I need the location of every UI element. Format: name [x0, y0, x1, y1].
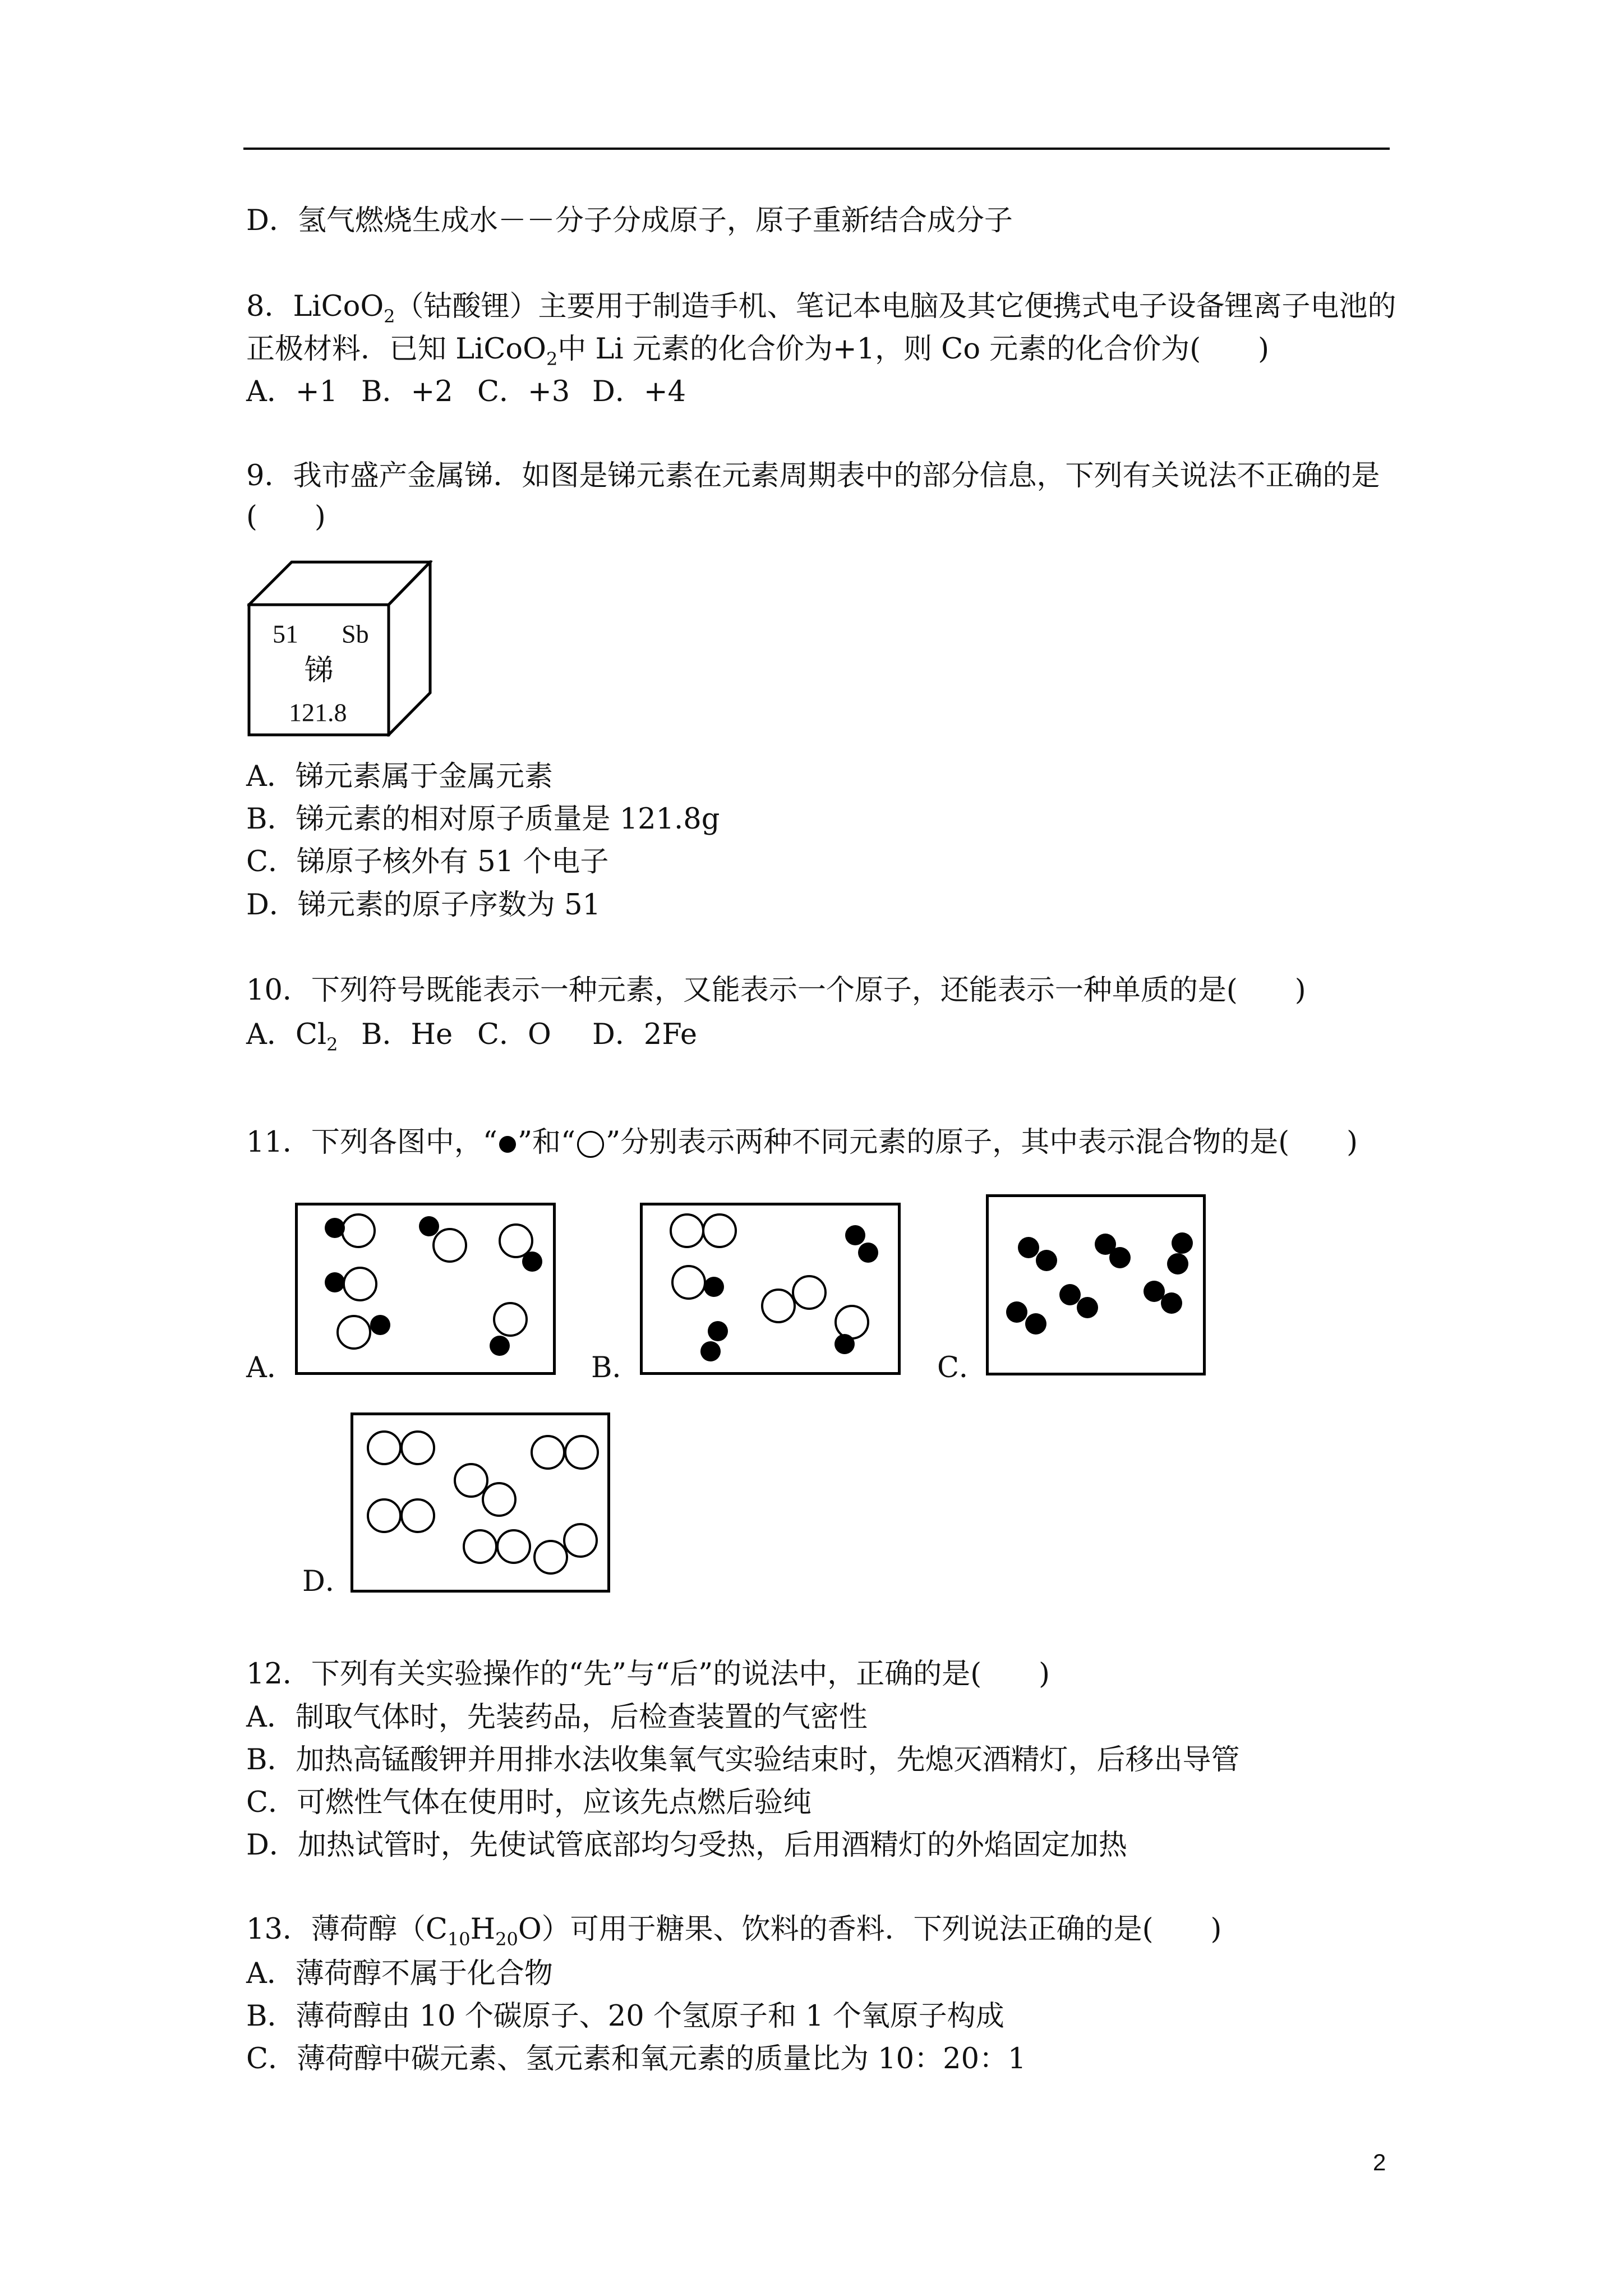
- q9-answer-blank: ( ): [246, 500, 326, 533]
- filled-atom: [858, 1243, 878, 1263]
- molecule: [368, 1432, 434, 1464]
- open-atom: [500, 1225, 532, 1257]
- molecule: [368, 1499, 434, 1532]
- molecule: [845, 1225, 878, 1263]
- element-symbol: Sb: [342, 619, 369, 648]
- open-atom: [434, 1229, 466, 1262]
- q11-stem-text: ”和“: [517, 1126, 576, 1159]
- atomic-mass: 121.8: [289, 698, 347, 727]
- molecule: [1144, 1281, 1182, 1314]
- open-atom: [344, 1268, 376, 1300]
- q11-diagram-c: [986, 1194, 1206, 1375]
- q12-option-c: C．可燃性气体在使用时，应该先点燃后验纯: [246, 1786, 812, 1819]
- filled-atom: [1006, 1301, 1027, 1323]
- open-atom: [671, 1214, 703, 1247]
- molecule: [500, 1225, 542, 1272]
- filled-atom: [325, 1218, 345, 1238]
- filled-atom: [370, 1315, 390, 1335]
- molecule: [464, 1530, 530, 1563]
- q13-stem-text: 13．薄荷醇（C: [246, 1913, 448, 1946]
- filled-atom: [1161, 1292, 1182, 1314]
- filled-atom: [1036, 1250, 1057, 1271]
- q10-option-c: C．O: [477, 1018, 551, 1051]
- q10-option-text: A．Cl: [246, 1018, 327, 1051]
- molecule: [671, 1214, 736, 1247]
- q12-option-b: B．加热高锰酸钾并用排水法收集氧气实验结束时，先熄灭酒精灯，后移出导管: [246, 1743, 1240, 1777]
- cube-side-face: [389, 562, 430, 735]
- open-atom: [402, 1432, 434, 1464]
- q13-stem-text: H: [470, 1913, 496, 1946]
- atomic-number: 51: [273, 619, 298, 648]
- molecule: [1167, 1232, 1193, 1274]
- molecule: [419, 1216, 466, 1262]
- filled-atom: [490, 1336, 510, 1356]
- q12-option-d: D．加热试管时，先使试管底部均匀受热，后用酒精灯的外焰固定加热: [246, 1829, 1127, 1862]
- q11-diagram-d: [351, 1412, 610, 1593]
- q8-option-a: A．+1: [246, 375, 338, 408]
- molecule: [532, 1436, 598, 1469]
- filled-atom: [708, 1321, 728, 1341]
- q8-option-c: C．+3: [477, 375, 570, 408]
- open-atom: [464, 1530, 496, 1563]
- element-name: 锑: [304, 655, 334, 687]
- q12-stem: 12．下列有关实验操作的“先”与“后”的说法中，正确的是( ): [246, 1658, 1050, 1691]
- filled-atom: [845, 1225, 865, 1245]
- filled-atom: [1109, 1247, 1131, 1268]
- filled-atom: [1018, 1237, 1039, 1258]
- open-atom: [534, 1541, 567, 1573]
- q11-stem-text: 11．下列各图中，“: [246, 1126, 497, 1159]
- open-atom: [368, 1432, 400, 1464]
- q11-label-d: D．: [302, 1565, 354, 1598]
- molecule: [325, 1268, 376, 1300]
- q13-stem: [246, 1913, 1222, 1950]
- filled-atom: [1059, 1284, 1081, 1305]
- open-atom: [564, 1524, 597, 1557]
- filled-atom: [419, 1216, 439, 1236]
- open-atom: [455, 1464, 487, 1497]
- open-atom: [368, 1499, 400, 1532]
- q8-stem-text: 8．LiCoO: [246, 290, 384, 323]
- q13-option-c: C．薄荷醇中碳元素、氢元素和氧元素的质量比为 10：20：1: [246, 2042, 1026, 2076]
- subscript: 2: [326, 1034, 338, 1055]
- open-atom: [342, 1214, 375, 1247]
- q10-option-d: D．2Fe: [592, 1018, 698, 1051]
- filled-atom: [1144, 1281, 1165, 1302]
- filled-atom: [704, 1277, 724, 1297]
- open-atom: [672, 1266, 705, 1299]
- subscript: 10: [447, 1929, 471, 1950]
- open-atom: [483, 1483, 515, 1516]
- open-atom: [494, 1303, 527, 1336]
- molecule: [534, 1524, 597, 1573]
- q13-stem-text: O）可用于糖果、饮料的香料．下列说法正确的是( ): [518, 1913, 1222, 1946]
- q8-stem-text: （钴酸锂）主要用于制造手机、笔记本电脑及其它便携式电子设备锂离子电池的: [395, 290, 1396, 323]
- diagram-frame: [988, 1196, 1205, 1374]
- q11-diagram-b: [640, 1203, 901, 1375]
- open-atom: [532, 1436, 564, 1469]
- q9-option-d: D．锑元素的原子序数为 51: [246, 889, 601, 922]
- filled-atom-icon: [499, 1136, 516, 1153]
- open-atom: [836, 1306, 868, 1338]
- q12-option-a: A．制取气体时，先装药品，后检查装置的气密性: [246, 1701, 868, 1734]
- q8-stem-text: 正极材料．已知 LiCoO: [246, 333, 546, 366]
- filled-atom: [325, 1272, 345, 1292]
- molecule: [834, 1306, 868, 1354]
- filled-atom: [1077, 1297, 1098, 1318]
- q10-option-a: [246, 1018, 338, 1055]
- q9-option-c: C．锑原子核外有 51 个电子: [246, 845, 609, 878]
- q10-option-b: B．He: [361, 1018, 453, 1051]
- filled-atom: [1167, 1253, 1188, 1274]
- q13-option-b: B．薄荷醇由 10 个碳原子、20 个氢原子和 1 个氧原子构成: [246, 2000, 1004, 2033]
- filled-atom: [522, 1251, 542, 1272]
- open-atom-icon: [577, 1131, 604, 1158]
- molecule: [1059, 1284, 1098, 1318]
- subscript: 20: [495, 1929, 518, 1950]
- q8-option-b: B．+2: [361, 375, 453, 408]
- q9-option-b: B．锑元素的相对原子质量是 121.8g: [246, 803, 720, 836]
- q10-stem: 10．下列符号既能表示一种元素，又能表示一个原子，还能表示一种单质的是( ): [246, 974, 1306, 1007]
- q11-label-b: B．: [591, 1351, 641, 1384]
- q8-option-d: D．+4: [592, 375, 686, 408]
- q8-stem-text: 中 Li 元素的化合价为+1，则 Co 元素的化合价为( ): [557, 333, 1270, 366]
- page-number: 2: [1373, 2149, 1386, 2175]
- cube-top-face: [249, 562, 430, 605]
- filled-atom: [700, 1341, 721, 1361]
- open-atom: [338, 1316, 370, 1349]
- q8-stem-line-1: [246, 290, 1396, 327]
- open-atom: [793, 1276, 826, 1309]
- q11-stem-text: ”分别表示两种不同元素的原子，其中表示混合物的是( ): [606, 1126, 1358, 1159]
- open-atom: [402, 1499, 434, 1532]
- subscript: 2: [384, 306, 395, 327]
- element-card-figure: [247, 560, 432, 737]
- molecule: [455, 1464, 515, 1516]
- q11-label-a: A．: [246, 1351, 296, 1384]
- q8-stem-line-2: [246, 333, 1270, 370]
- molecule: [1018, 1237, 1057, 1271]
- molecule: [1006, 1301, 1046, 1335]
- open-atom: [762, 1290, 795, 1322]
- header-rule: [243, 148, 1390, 150]
- open-atom: [703, 1214, 736, 1247]
- q11-stem: [246, 1126, 1358, 1159]
- molecule: [762, 1276, 826, 1322]
- q9-option-a: A．锑元素属于金属元素: [246, 760, 553, 793]
- open-atom: [497, 1530, 530, 1563]
- filled-atom: [1025, 1313, 1046, 1335]
- molecule: [325, 1214, 375, 1247]
- q7-option-d: D．氢气燃烧生成水－－分子分成原子，原子重新结合成分子: [246, 204, 1013, 237]
- q9-stem: 9．我市盛产金属锑．如图是锑元素在元素周期表中的部分信息，下列有关说法不正确的是: [246, 459, 1380, 493]
- subscript: 2: [546, 348, 558, 370]
- molecule: [672, 1266, 724, 1299]
- filled-atom: [834, 1334, 855, 1354]
- molecule: [338, 1315, 390, 1349]
- molecule: [1095, 1234, 1131, 1268]
- molecule: [700, 1321, 728, 1361]
- open-atom: [565, 1436, 598, 1469]
- molecule: [490, 1303, 527, 1356]
- q11-diagram-a: [295, 1203, 556, 1375]
- q11-label-c: C．: [937, 1351, 988, 1384]
- filled-atom: [1172, 1232, 1193, 1254]
- q13-option-a: A．薄荷醇不属于化合物: [246, 1957, 553, 1990]
